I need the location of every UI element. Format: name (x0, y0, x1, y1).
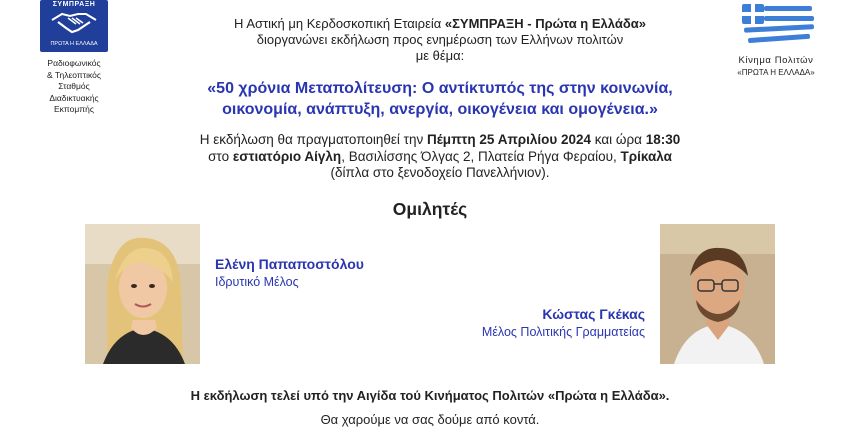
speaker-role: Μέλος Πολιτικής Γραμματείας (481, 325, 645, 339)
details-text: στο (208, 148, 233, 164)
speaker-photo-2 (660, 224, 775, 364)
handshake-icon (50, 6, 98, 38)
movement-slogan: «ΠΡΩΤΑ Η ΕΛΛΑΔΑ» (737, 68, 815, 77)
sympraxi-logo (40, 0, 108, 52)
speaker-name: Κώστας Γκέκας (542, 306, 645, 322)
woman-portrait-icon (85, 224, 200, 364)
intro-text (150, 16, 730, 64)
details-line-2 (120, 149, 760, 166)
event-topic (130, 78, 750, 120)
caption-line: Ραδιοφωνικός (47, 58, 101, 68)
patronage-note: Η εκδήλωση τελεί υπό την Αιγίδα τού Κινήματος Πολιτών «Πρώτα η Ελλάδα». (190, 388, 670, 403)
event-venue: εστιατόριο Αίγλη (232, 148, 342, 164)
event-details (120, 132, 760, 182)
details-text: Η εκδήλωση θα πραγματοποιηθεί την (199, 132, 427, 147)
movement-caption (720, 54, 832, 78)
intro-line: διοργανώνει εκδήλωση προς ενημέρωση των Ελλήνων πολιτών (256, 32, 624, 47)
man-portrait-icon (660, 224, 775, 364)
organization-name: «ΣΥΜΠΡΑΞΗ - Πρώτα η Ελλάδα» (444, 16, 646, 31)
speaker-2 (390, 305, 645, 341)
event-address: , Βασιλίσσης Όλγας 2, Πλατεία Ρήγα Φεραίου, (341, 148, 621, 164)
speaker-role: Ιδρυτικό Μέλος (215, 275, 299, 289)
caption-line: Διαδικτυακής (49, 92, 99, 103)
movement-name: Κίνημα Πολιτών (738, 55, 814, 66)
speakers-heading: Ομιλητές (392, 199, 468, 219)
details-note: (δίπλα στο ξενοδοχείο Πανελλήνιον). (330, 165, 550, 180)
event-city: Τρίκαλα (620, 148, 672, 164)
intro-prefix: Η Αστική μη Κερδοσκοπική Εταιρεία (234, 16, 445, 31)
logo-tagline: ΠΡΩΤΑ Η ΕΛΛΑΔΑ (50, 41, 98, 47)
caption-line: Εκπομπής (54, 104, 94, 114)
topic-line: οικονομία, ανάπτυξη, ανεργία, οικογένεια και ομογένεια.» (222, 101, 658, 118)
station-caption (34, 58, 114, 116)
event-date: Πέμπτη 25 Απριλίου 2024 (426, 132, 592, 147)
intro-line (150, 16, 730, 32)
speaker-name: Ελένη Παπαποστόλου (215, 256, 364, 272)
speaker-1 (215, 255, 465, 291)
topic-line: «50 χρόνια Μεταπολίτευση: Ο αντίκτυπός της στην κοινωνία, (207, 80, 673, 97)
caption-line: Σταθμός (58, 81, 90, 91)
greek-flag-icon (738, 0, 828, 50)
caption-line: & Τηλεοπτικός (47, 69, 101, 80)
details-line-1 (120, 132, 760, 149)
logo-name: ΣΥΜΠΡΑΞΗ (52, 1, 96, 8)
details-text: και ώρα (591, 132, 646, 147)
closing-note: Θα χαρούμε να σας δούμε από κοντά. (320, 412, 540, 427)
event-time: 18:30 (645, 132, 681, 147)
speaker-photo-1 (85, 224, 200, 364)
intro-line: με θέμα: (415, 48, 465, 63)
